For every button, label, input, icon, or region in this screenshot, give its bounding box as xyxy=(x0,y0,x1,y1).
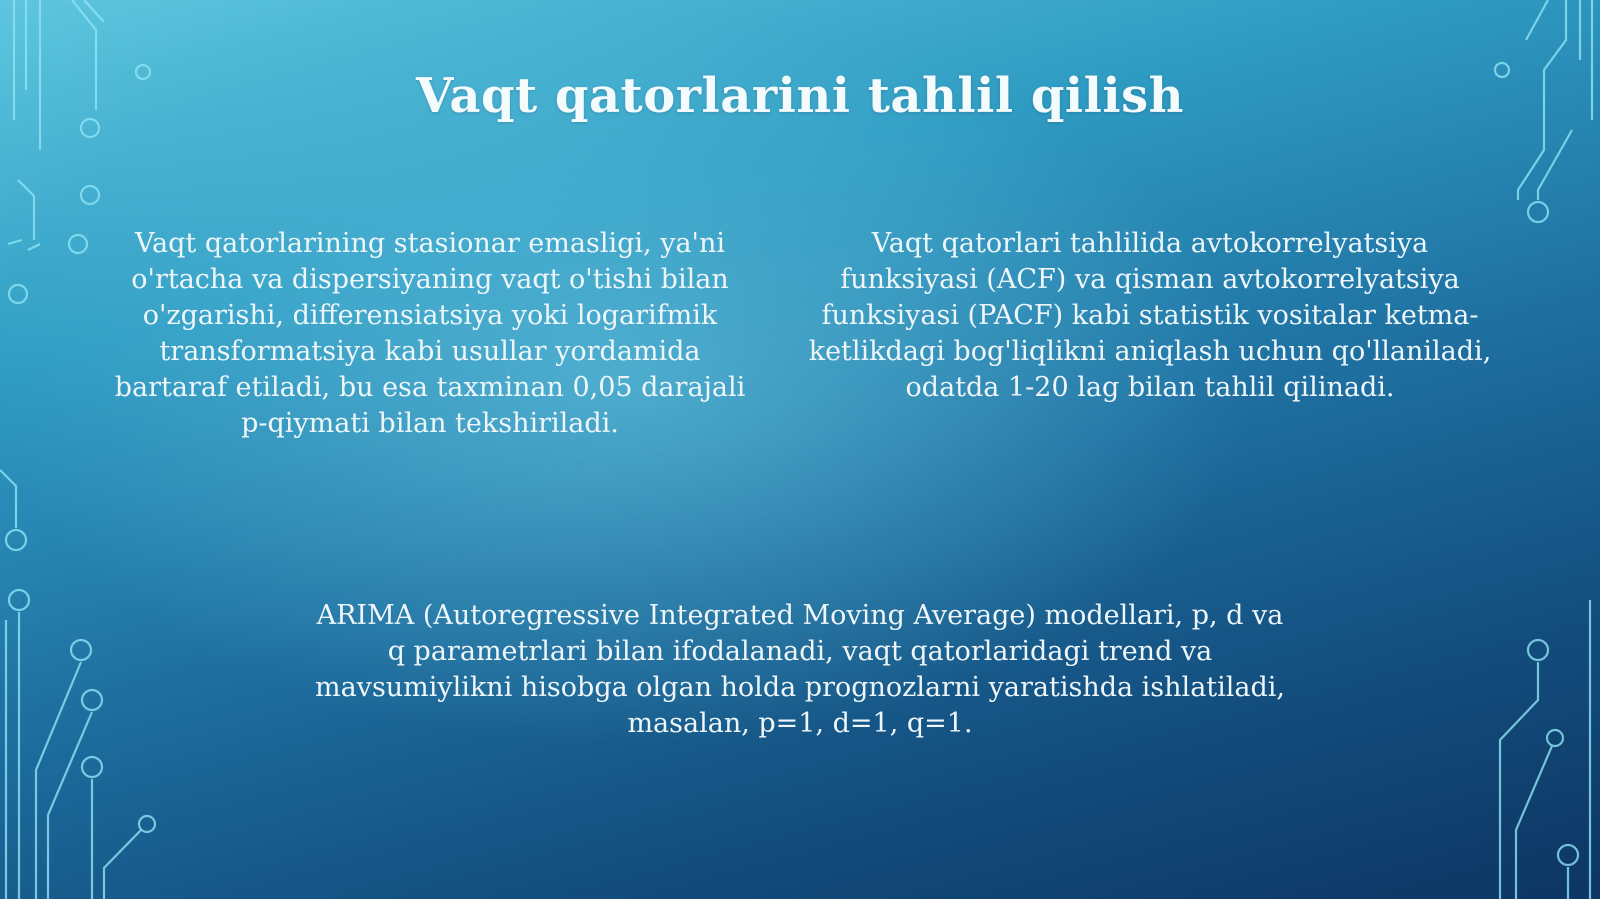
circuit-decoration-left xyxy=(0,0,170,899)
paragraph-arima-line: ARIMA (Autoregressive Integrated Moving Average) modellari, p, d va xyxy=(316,600,1284,631)
paragraph-arima-line: mavsumiylikni hisobga olgan holda prognozlarni yaratishda ishlatiladi, xyxy=(314,672,1286,703)
paragraph-autocorrelation: Vaqt qatorlari tahlilida avtokorrelyatsiya funksiyasi (ACF) va qisman avtokorrelyatsiya funksiyasi (PACF) kabi statistik vositalar ketma-ketlikdagi bog'liqlikni aniqlash uchun qo'llaniladi, odatda 1-20 lag bilan tahlil qilinadi. xyxy=(808,228,1492,403)
paragraph-arima xyxy=(280,598,1320,742)
paragraph-arima-line: masalan, p=1, d=1, q=1. xyxy=(627,708,973,739)
paragraph-arima-line: q parametrlari bilan ifodalanadi, vaqt qatorlaridagi trend va xyxy=(387,636,1213,667)
circuit-decoration-right xyxy=(1460,0,1600,899)
slide-title: Vaqt qatorlarini tahlil qilish xyxy=(416,68,1184,124)
paragraph-stationarity: Vaqt qatorlarining stasionar emasligi, ya'ni o'rtacha va dispersiyaning vaqt o'tishi bilan o'zgarishi, differensiatsiya yoki logarifmik transformatsiya kabi usullar yordamida bartaraf etiladi, bu esa taxminan 0,05 darajali p-qiymati bilan tekshiriladi. xyxy=(114,228,746,439)
